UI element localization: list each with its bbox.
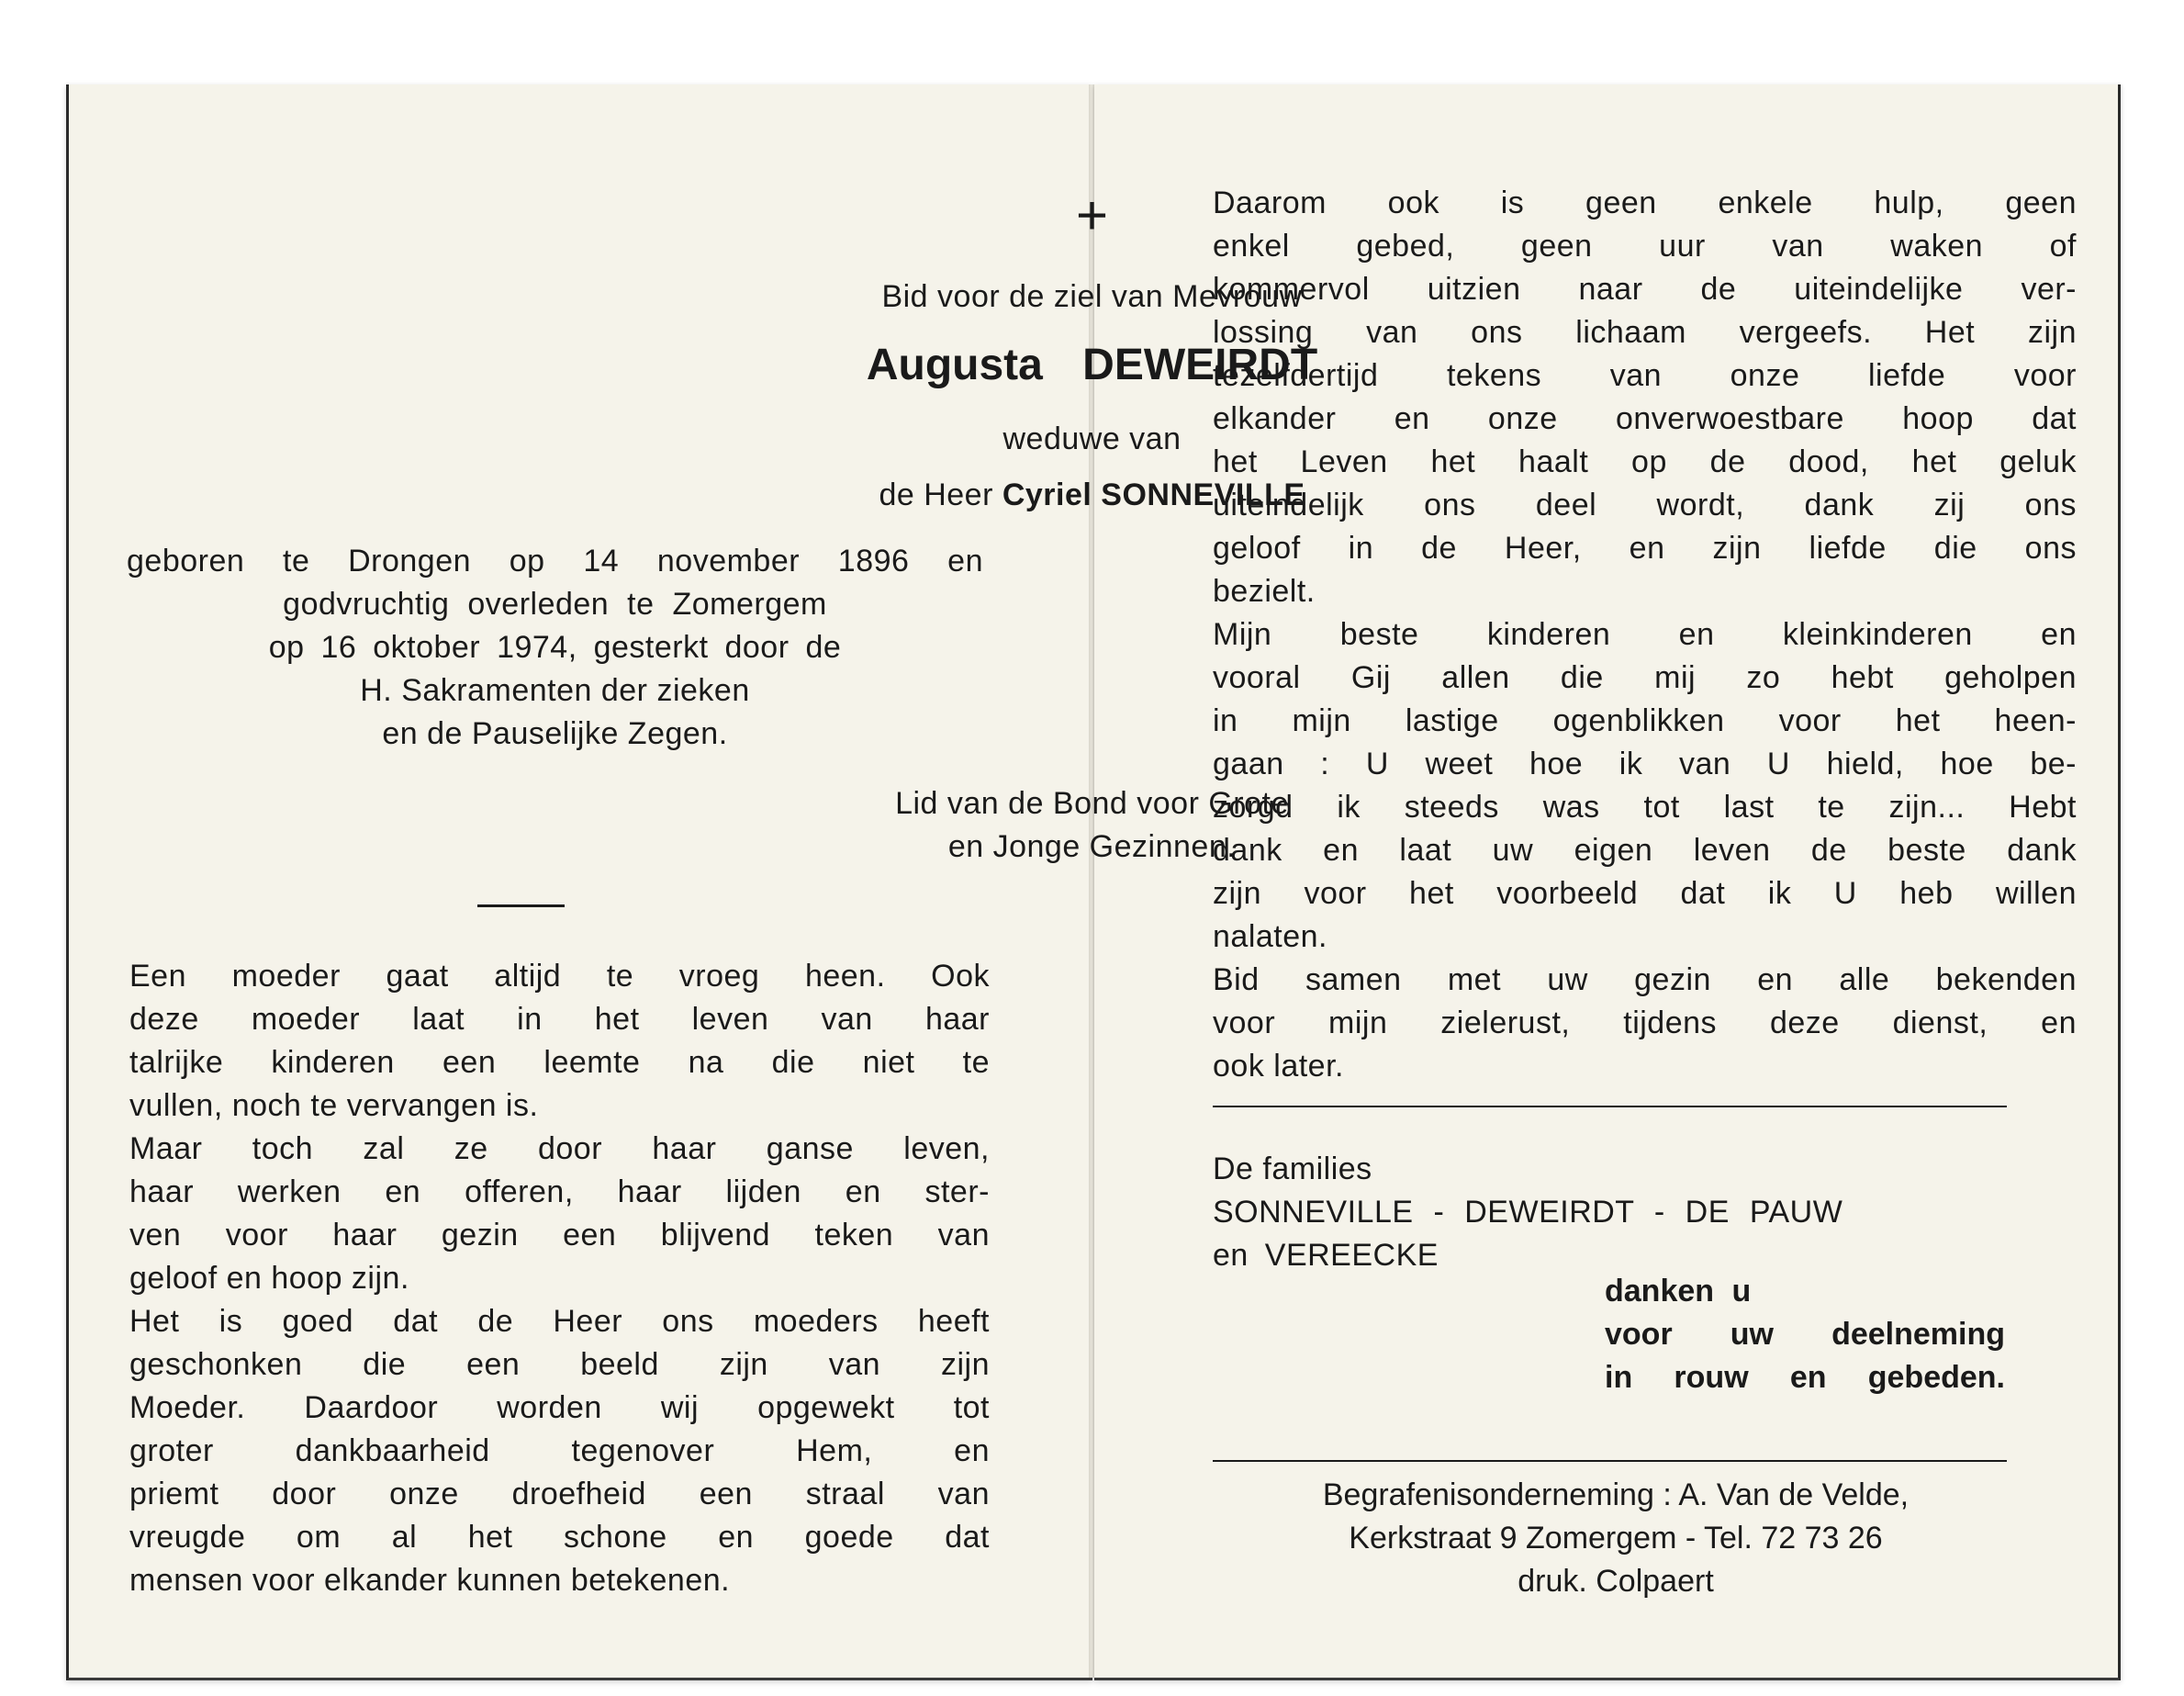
families-block [1213, 1148, 1842, 1277]
birth-line: geboren te Drongen op 14 november 1896 en [127, 544, 983, 578]
husband-name: Cyriel SONNEVILLE [1002, 477, 1305, 512]
divider-rule [1213, 1460, 2007, 1462]
birth-line: op 16 oktober 1974, gesterkt door de [268, 630, 842, 665]
families-line: SONNEVILLE - DEWEIRDT - DE PAUW [1213, 1195, 1843, 1230]
text-line: Moeder. Daardoor worden wij opgewekt tot [129, 1390, 990, 1425]
birth-line: en de Pauselijke Zegen. [382, 716, 728, 751]
text-line: geloof en hoop zijn. [129, 1261, 409, 1296]
undertaker-line: Kerkstraat 9 Zomergem - Tel. 72 73 26 [1349, 1521, 1883, 1556]
text-line: priemt door onze droefheid een straal van [129, 1477, 990, 1511]
text-line: geschonken die een beeld zijn van zijn [129, 1347, 990, 1382]
text-line: geloof in de Heer, en zijn liefde die ons [1213, 531, 2077, 566]
right-body-text [1213, 182, 2077, 1088]
prayer-line: Bid voor de ziel van Mevrouw [881, 279, 1303, 314]
text-line: deze moeder laat in het leven van haar [129, 1002, 990, 1037]
text-line: tezelfdertijd tekens van onze liefde voor [1213, 358, 2077, 393]
membership-line: Lid van de Bond voor Grote [895, 786, 1289, 821]
thanks-line: in rouw en gebeden. [1605, 1360, 2005, 1395]
text-line: vullen, noch te vervangen is. [129, 1088, 539, 1123]
husband-prefix: de Heer [879, 477, 1002, 512]
birth-line: H. Sakramenten der zieken [360, 673, 750, 708]
text-line: het Leven het haalt op de dood, het geluk [1213, 444, 2077, 479]
thanks-block [1605, 1270, 2005, 1399]
text-line: Het is goed dat de Heer ons moeders heeft [129, 1304, 990, 1339]
text-line: haar werken en offeren, haar lijden en ster- [129, 1174, 990, 1209]
text-line: gaan : U weet hoe ik van U hield, hoe be- [1213, 747, 2077, 781]
text-line: talrijke kinderen een leemte na die niet te [129, 1045, 990, 1080]
text-line: voor mijn zielerust, tijdens deze dienst, en [1213, 1005, 2077, 1040]
text-line: Mijn beste kinderen en kleinkinderen en [1213, 617, 2077, 652]
text-line: Maar toch zal ze door haar ganse leven, [129, 1131, 990, 1166]
text-line: groter dankbaarheid tegenover Hem, en [129, 1433, 990, 1468]
text-line: vreugde om al het schone en goede dat [129, 1520, 990, 1555]
text-line: Daarom ook is geen enkele hulp, geen [1213, 185, 2077, 220]
text-line: bezielt. [1213, 574, 1316, 609]
text-line: nalaten. [1213, 919, 1327, 954]
text-line: kommervol uitzien naar de uiteindelijke ver- [1213, 272, 2077, 307]
text-line: uiteindelijk ons deel wordt, dank zij ons [1213, 488, 2077, 522]
thanks-line: voor uw deelneming [1605, 1317, 2005, 1352]
text-line: ook later. [1213, 1049, 1344, 1084]
undertaker-block [1221, 1474, 2010, 1603]
membership-line: en Jonge Gezinnen. [947, 829, 1237, 864]
text-line: in mijn lastige ogenblikken voor het heen- [1213, 703, 2077, 738]
text-line: lossing van ons lichaam vergeefs. Het zijn [1213, 315, 2077, 350]
text-line: elkander en onze onverwoestbare hoop dat [1213, 401, 2077, 436]
undertaker-line: Begrafenisonderneming : A. Van de Velde, [1322, 1477, 1910, 1512]
birth-line: godvruchtig overleden te Zomergem [283, 587, 827, 622]
families-line: De families [1213, 1151, 1372, 1186]
divider-rule [1213, 1106, 2007, 1107]
text-line: vooral Gij allen die mij zo hebt geholpen [1213, 660, 2077, 695]
deceased-name: Augusta DEWEIRDT [866, 341, 1318, 389]
text-line: enkel gebed, geen uur van waken of [1213, 229, 2077, 264]
separator-dash [477, 904, 565, 907]
widow-line: weduwe van [1002, 421, 1182, 456]
text-line: Bid samen met uw gezin en alle bekenden [1213, 962, 2077, 997]
text-line: mensen voor elkander kunnen betekenen. [129, 1563, 731, 1598]
birth-death-block [127, 540, 983, 756]
text-line: Een moeder gaat altijd te vroeg heen. Ook [129, 959, 990, 994]
thanks-line: danken u [1605, 1274, 1752, 1309]
cross-symbol: + [1075, 185, 1109, 246]
undertaker-line: druk. Colpaert [1518, 1564, 1714, 1599]
left-body-text [129, 955, 990, 1602]
text-line: ven voor haar gezin een blijvend teken van [129, 1218, 990, 1252]
families-line: en VEREECKE [1213, 1238, 1439, 1273]
text-line: zorgd ik steeds was tot last te zijn... Hebt [1213, 790, 2077, 825]
text-line: dank en laat uw eigen leven de beste dank [1213, 833, 2077, 868]
text-line: zijn voor het voorbeeld dat ik U heb willen [1213, 876, 2077, 911]
